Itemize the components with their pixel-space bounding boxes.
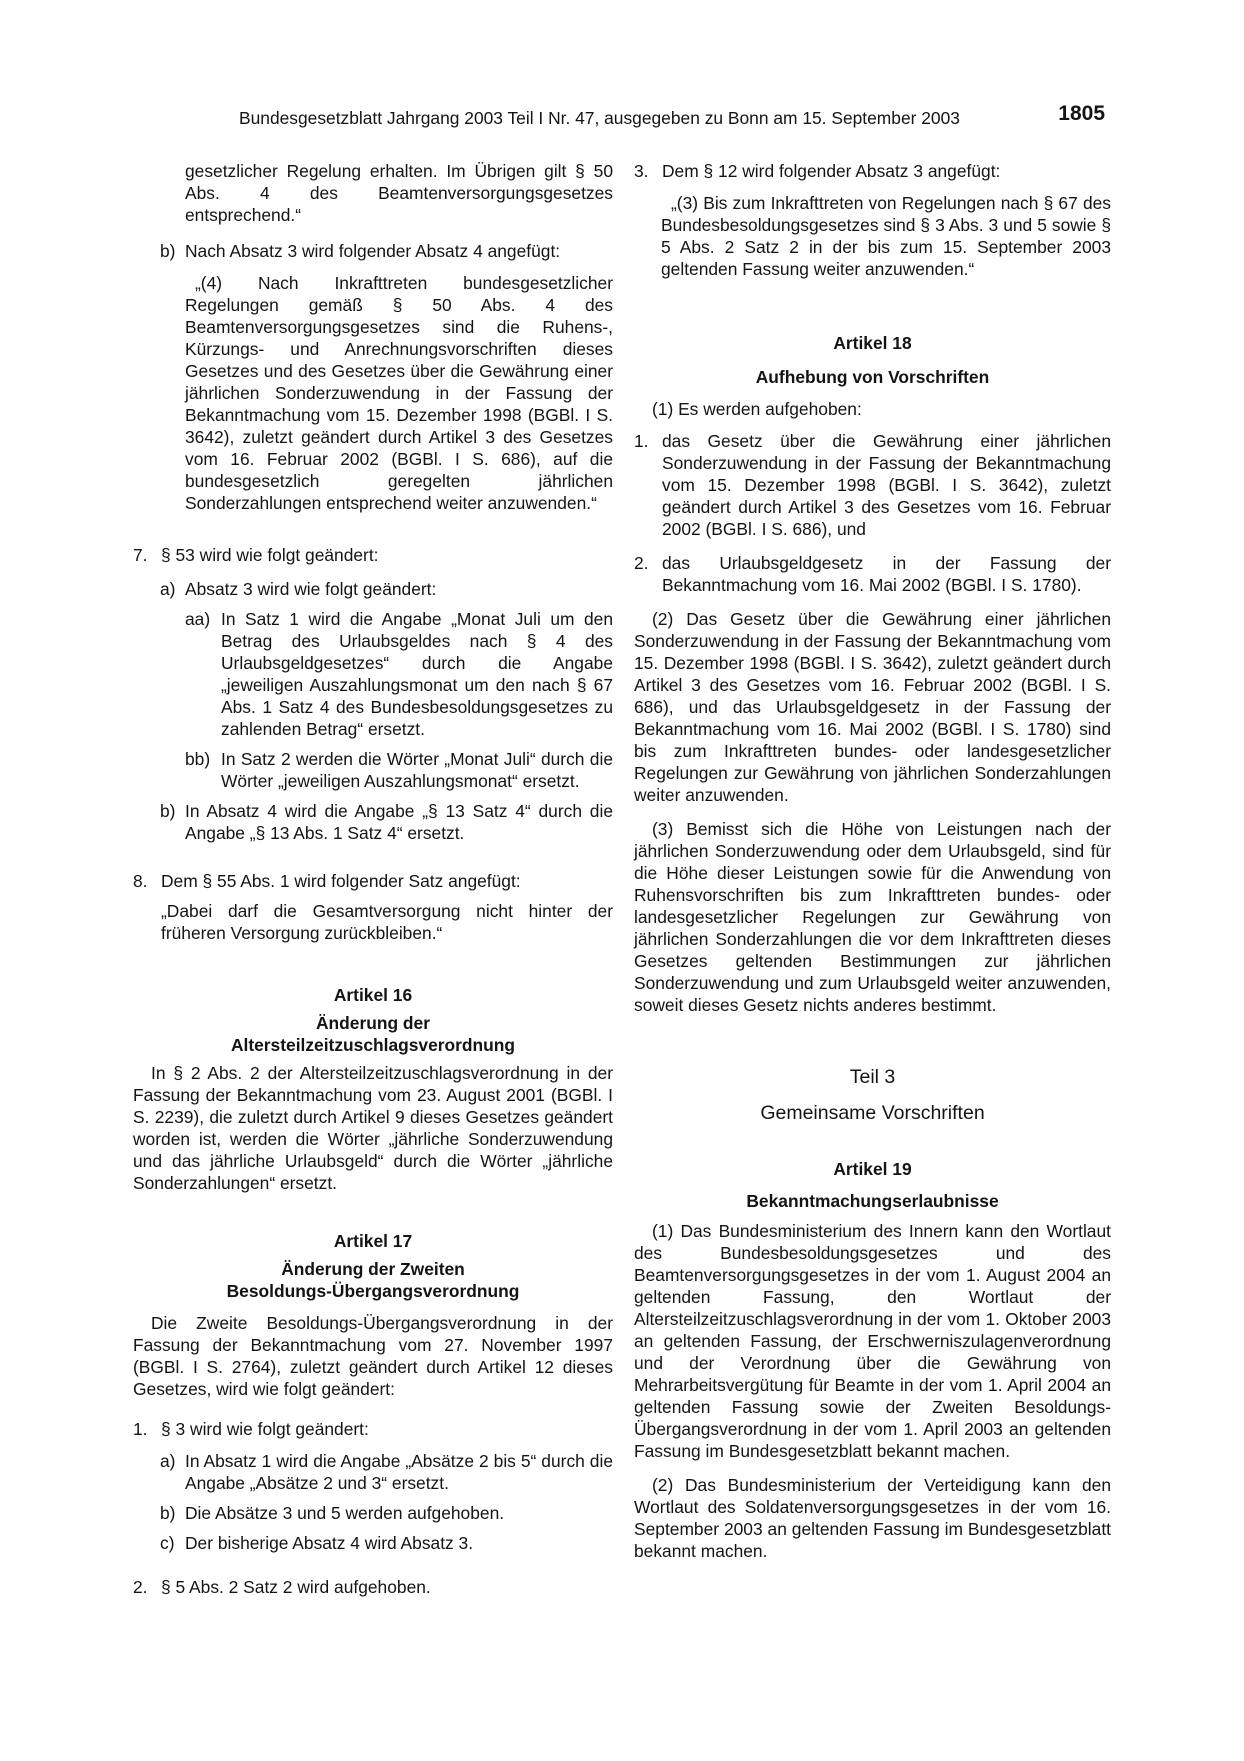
list-text: In Satz 2 werden die Wörter „Monat Juli“ durch die Wörter „jeweiligen Auszahlungsmonat“ ersetzt. [221,749,613,791]
list-item-17-1b [160,1502,613,1524]
article-18-para-1: (1) Es werden aufgehoben: [652,399,862,419]
list-text: § 3 wird wie folgt geändert: [161,1419,369,1439]
list-marker: a) [160,579,176,599]
article-17-body: Die Zweite Besoldungs-Übergangsverordnung in der Fassung der Bekanntmachung vom 27. November 1997 (BGBl. I S. 2764), zuletzt geändert durch Artikel 12 dieses Gesetzes, wird wie folgt geändert: [133,1313,613,1399]
article-16-title: Artikel 16 [333,985,413,1005]
article-17-subtitle-line2: Besoldungs-Übergangsverordnung [226,1281,520,1301]
running-title: Bundesgesetzblatt Jahrgang 2003 Teil I Nr. 47, ausgegeben zu Bonn am 15. September 2003 [239,108,960,128]
article-16-subtitle-line1: Änderung der [315,1013,430,1033]
article-19-para-2: (2) Das Bundesministerium der Verteidigung kann den Wortlaut des Soldatenversorgungsgesetzes in der vom 16. September 2003 an geltenden Fassung im Bundesgesetzblatt bekannt machen. [634,1475,1111,1561]
list-marker: 3. [634,161,649,181]
list-text: Die Absätze 3 und 5 werden aufgehoben. [185,1503,505,1523]
list-text: In Absatz 1 wird die Angabe „Absätze 2 bis 5“ durch die Angabe „Absätze 2 und 3“ ersetzt. [185,1451,613,1493]
list-text: Dem § 55 Abs. 1 wird folgender Satz angefügt: [161,871,521,891]
article-19-title: Artikel 19 [833,1159,912,1179]
article-18-subtitle: Aufhebung von Vorschriften [755,367,990,387]
list-item-7bb [185,748,613,792]
list-item-3 [634,160,1111,182]
article-16-subtitle-line2: Altersteilzeitzuschlagsverordnung [230,1035,516,1055]
list-text: § 53 wird wie folgt geändert: [161,545,379,565]
quoted-paragraph: „Dabei darf die Gesamtversorgung nicht hinter der früheren Versorgung zurückbleiben.“ [161,901,613,943]
list-marker: 1. [634,431,649,451]
list-text: Absatz 3 wird wie folgt geändert: [185,579,437,599]
list-item-17-2 [133,1576,613,1598]
list-marker: c) [160,1533,175,1553]
list-item-18-2 [634,552,1111,596]
part-title: Teil 3 [849,1066,896,1088]
list-marker: aa) [185,609,211,629]
list-item-7b [160,800,613,844]
list-item-18-1 [634,430,1111,540]
list-item-17-1c [160,1532,613,1554]
list-marker: b) [160,1503,176,1523]
list-text: das Gesetz über die Gewährung einer jährlichen Sonderzuwendung in der Fassung der Bekanntmachung vom 15. Dezember 1998 (BGBl. I S. 3642), zuletzt geändert durch Artikel 3 des Gesetzes vom 16. Februar 2002 (BGBl. I S. 686), und [662,431,1111,539]
page-number: 1805 [1058,102,1105,125]
article-17-subtitle-line1: Änderung der Zweiten [281,1259,465,1279]
left-column [133,160,613,1598]
list-marker: 1. [133,1419,148,1439]
article-19-para-1: (1) Das Bundesministerium des Innern kann den Wortlaut des Bundesbesoldungsgesetzes und des Beamtenversorgungsgesetzes in der vom 1. August 2004 an geltenden Fassung, den Wortlaut der Altersteilzeitzuschlagsverordnung in der vom 1. Oktober 2003 an geltenden Fassung, der Erschwerniszulagenverordnung und der Verordnung über die Gewährung von Mehrarbeitsvergütung für Beamte in der vom 1. April 2004 an geltenden Fassung sowie der Zweiten Besoldungs-Übergangsverordnung in der vom 1. April 2003 an geltenden Fassung im Bundesgesetzblatt bekannt machen. [634,1221,1111,1461]
quoted-paragraph: „(4) Nach Inkrafttreten bundesgesetzlicher Regelungen gemäß § 50 Abs. 4 des Beamtenversorgungsgesetzes sind die Ruhens-, Kürzungs- und Anrechnungsvorschriften dieses Gesetzes und des Gesetzes über die Gewährung einer jährlichen Sonderzuwendung in der Fassung der Bekanntmachung vom 15. Dezember 1998 (BGBl. I S. 3642), zuletzt geändert durch Artikel 3 des Gesetzes vom 16. Februar 2002 (BGBl. I S. 686), auf die bundesgesetzlich geregelten jährlichen Sonderzahlungen entsprechend weiter anzuwenden.“ [185,273,613,513]
list-item-6b [160,240,613,262]
list-text: das Urlaubsgeldgesetz in der Fassung der Bekanntmachung vom 16. Mai 2002 (BGBl. I S. 1780). [662,553,1111,595]
continued-paragraph: gesetzlicher Regelung erhalten. Im Übrigen gilt § 50 Abs. 4 des Beamtenversorgungsgesetzes entsprechend.“ [185,161,613,225]
list-text: Der bisherige Absatz 4 wird Absatz 3. [185,1533,474,1553]
list-item-7 [133,544,613,566]
list-marker: b) [160,241,176,261]
list-text: Nach Absatz 3 wird folgender Absatz 4 angefügt: [185,241,561,261]
list-marker: bb) [185,749,211,769]
list-text: Dem § 12 wird folgender Absatz 3 angefügt: [662,161,1001,181]
article-18-title: Artikel 18 [833,333,912,353]
list-text: In Satz 1 wird die Angabe „Monat Juli um den Betrag des Urlaubsgeldes nach § 4 des Urlaubsgeldgesetzes“ durch die Angabe „jeweiligen Auszahlungsmonat um den nach § 67 Abs. 1 Satz 4 des Bundesbesoldungsgesetzes zu zahlenden Betrag“ ersetzt. [221,609,613,739]
list-item-8 [133,870,613,892]
quoted-paragraph: „(3) Bis zum Inkrafttreten von Regelungen nach § 67 des Bundesbesoldungsgesetzes sind § 3 Abs. 3 und 5 sowie § 5 Abs. 2 Satz 2 in der bis zum 15. September 2003 geltenden Fassung weiter anzuwenden.“ [661,193,1111,279]
article-16-body: In § 2 Abs. 2 der Altersteilzeitzuschlagsverordnung in der Fassung der Bekanntmachung vom 23. August 2001 (BGBl. I S. 2239), die zuletzt durch Artikel 9 dieses Gesetzes geändert worden ist, werden die Wörter „jährliche Sonderzuwendung und das jährliche Urlaubsgeld“ durch die Wörter „jährliche Sonderzahlungen“ ersetzt. [133,1063,613,1193]
right-column [634,160,1111,1562]
article-18-para-2: (2) Das Gesetz über die Gewährung einer jährlichen Sonderzuwendung in der Fassung der Bekanntmachung vom 15. Dezember 1998 (BGBl. I S. 3642), zuletzt geändert durch Artikel 3 des Gesetzes vom 16. Februar 2002 (BGBl. I S. 686), und das Urlaubsgeldgesetz in der Fassung der Bekanntmachung vom 16. Mai 2002 (BGBl. I S. 1780) sind bis zum Inkrafttreten bundes- oder landesgesetzlicher Regelungen zur Gewährung von jährlichen Sonderzahlungen weiter anzuwenden. [634,609,1111,805]
article-18-para-3: (3) Bemisst sich die Höhe von Leistungen nach der jährlichen Sonderzuwendung oder dem Urlaubsgeld, sind für die Höhe dieser Leistungen sowie für die Anwendung von Ruhensvorschriften bis zum Inkrafttreten bundes- oder landesgesetzlicher Regelungen zur Gewährung von jährlichen Sonderzahlungen die vor dem Inkrafttreten dieses Gesetzes geltenden Bestimmungen zur jährlichen Sonderzuwendung und zum Urlaubsgeld weiter anzuwenden, soweit dieses Gesetz nichts anderes bestimmt. [634,819,1111,1015]
list-marker: b) [160,801,176,821]
list-item-7aa [185,608,613,740]
list-marker: a) [160,1451,176,1471]
list-text: § 5 Abs. 2 Satz 2 wird aufgehoben. [161,1577,431,1597]
list-item-17-1a [160,1450,613,1494]
part-subtitle: Gemeinsame Vorschriften [760,1102,985,1124]
list-marker: 2. [133,1577,148,1597]
list-marker: 7. [133,545,148,565]
article-17-title: Artikel 17 [333,1231,413,1251]
list-item-17-1 [133,1418,613,1440]
list-item-7a [160,578,613,600]
page-header [239,103,1105,133]
list-text: In Absatz 4 wird die Angabe „§ 13 Satz 4“ durch die Angabe „§ 13 Abs. 1 Satz 4“ ersetzt. [185,801,613,843]
list-marker: 8. [133,871,148,891]
article-19-subtitle: Bekanntmachungserlaubnisse [746,1191,999,1211]
list-marker: 2. [634,553,649,573]
